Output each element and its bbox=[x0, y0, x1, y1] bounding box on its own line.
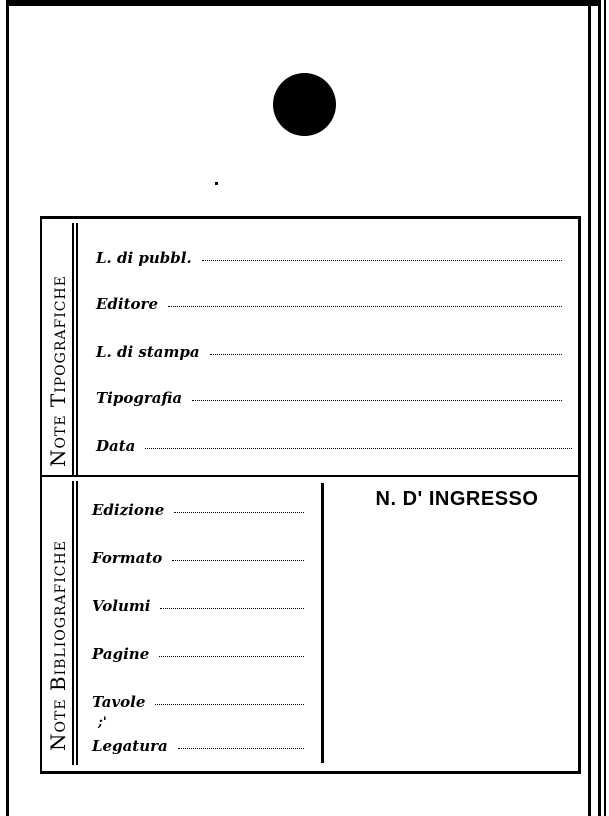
field-label: L. di pubbl. bbox=[96, 249, 192, 267]
field-tavole[interactable] bbox=[92, 693, 304, 711]
punch-hole bbox=[273, 73, 336, 136]
field-label: Tavole bbox=[92, 693, 146, 711]
page-edge-right bbox=[598, 0, 601, 816]
dotted-line bbox=[202, 259, 562, 261]
field-label: Data bbox=[96, 437, 136, 455]
dotted-line bbox=[145, 447, 572, 449]
field-volumi[interactable] bbox=[92, 597, 304, 615]
note-bibliografiche-title: Note Bibliografiche bbox=[46, 540, 70, 751]
field-formato[interactable] bbox=[92, 549, 304, 567]
field-edizione[interactable] bbox=[92, 501, 304, 519]
section-rule bbox=[76, 481, 78, 765]
page-edge-right bbox=[588, 0, 591, 816]
field-label: Edizione bbox=[92, 501, 165, 519]
field-luogo-pubblicazione[interactable] bbox=[96, 249, 562, 267]
field-editore[interactable] bbox=[96, 295, 562, 313]
note-tipografiche-title: Note Tipografiche bbox=[46, 275, 70, 467]
section-rule bbox=[76, 223, 78, 475]
stray-mark: ;' bbox=[98, 715, 107, 730]
field-label: Volumi bbox=[92, 597, 151, 615]
field-label: L. di stampa bbox=[96, 343, 200, 361]
dotted-line bbox=[155, 703, 304, 705]
numero-ingresso-heading: N. D' INGRESSO bbox=[375, 488, 539, 510]
section-rule bbox=[72, 481, 74, 765]
dotted-line bbox=[168, 305, 562, 307]
field-data[interactable] bbox=[96, 437, 572, 455]
dotted-line bbox=[174, 511, 304, 513]
page-edge-top bbox=[8, 0, 598, 6]
field-pagine[interactable] bbox=[92, 645, 304, 663]
field-tipografia[interactable] bbox=[96, 389, 562, 407]
field-luogo-stampa[interactable] bbox=[96, 343, 562, 361]
ink-speck bbox=[215, 182, 218, 185]
field-label: Formato bbox=[92, 549, 163, 567]
dotted-line bbox=[210, 353, 562, 355]
field-label: Pagine bbox=[92, 645, 150, 663]
section-rule bbox=[72, 223, 74, 475]
dotted-line bbox=[178, 747, 304, 749]
page-edge-left bbox=[6, 0, 9, 816]
dotted-line bbox=[160, 607, 304, 609]
dotted-line bbox=[192, 399, 562, 401]
field-label: Tipografia bbox=[96, 389, 183, 407]
section-divider bbox=[42, 475, 578, 477]
page-edge-right bbox=[604, 0, 606, 816]
field-label: Editore bbox=[96, 295, 158, 313]
dotted-line bbox=[159, 655, 304, 657]
dotted-line bbox=[172, 559, 304, 561]
field-label: Legatura bbox=[92, 737, 168, 755]
column-divider bbox=[321, 483, 324, 763]
field-legatura[interactable] bbox=[92, 737, 304, 755]
